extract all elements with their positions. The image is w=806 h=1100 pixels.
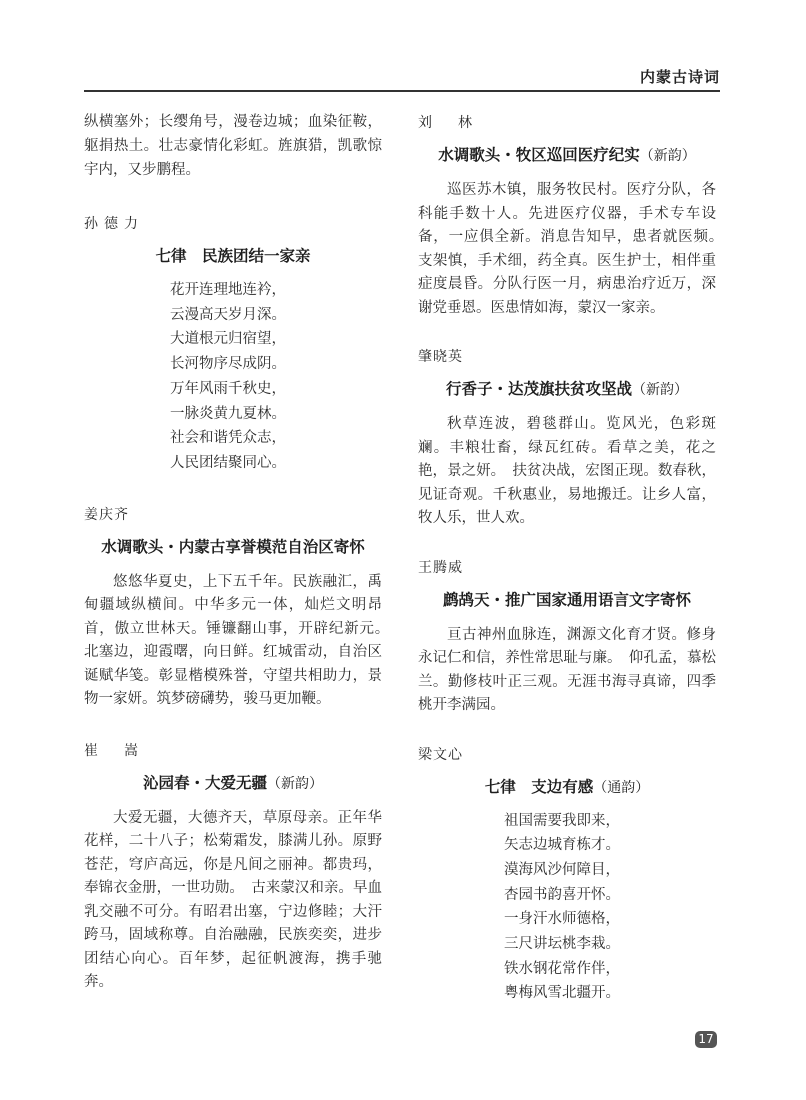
verse-line: 一身汗水师德格， bbox=[504, 911, 620, 928]
poem-verse bbox=[84, 278, 382, 476]
verse-line: 三尺讲坛桃李栽。 bbox=[504, 936, 620, 953]
poem-author: 肇晓英 bbox=[418, 349, 463, 365]
poem-verse bbox=[418, 809, 716, 1007]
poem-title: 行香子・达茂旗扶贫攻坚战（新韵） bbox=[445, 380, 688, 398]
verse-line: 花开连理地连衿， bbox=[170, 282, 286, 298]
verse-line: 云漫高天岁月深。 bbox=[170, 306, 286, 323]
poem-title: 鹧鸪天・推广国家通用语言文字寄怀 bbox=[442, 590, 691, 609]
poem-title: 七律 支边有感（通韵） bbox=[484, 777, 650, 796]
rhyme-note: （新韵） bbox=[267, 775, 323, 792]
verse-line: 大道根元归宿望， bbox=[170, 331, 286, 348]
right-column bbox=[418, 110, 731, 1006]
verse-line: 粤梅风雪北疆开。 bbox=[504, 985, 620, 1002]
poem-author: 崔 嵩 bbox=[84, 742, 144, 759]
verse-line: 人民团结聚同心。 bbox=[170, 454, 286, 471]
verse-line: 社会和谐凭众志， bbox=[170, 430, 286, 447]
page-number-badge: 17 bbox=[695, 1031, 717, 1048]
verse-line: 杏园书韵喜开怀。 bbox=[504, 886, 620, 903]
poem-author: 孙德力 bbox=[84, 216, 144, 232]
continued-text: 纵横塞外；长缨角号，漫卷边城；血染征鞍，躯捐热土。壮志豪情化彩虹。旌旗猎，凯歌惊宇内，又步鹏程。 bbox=[84, 114, 382, 178]
verse-line: 矢志边城育栋才。 bbox=[504, 837, 620, 854]
poem-title: 水调歌头・内蒙古享誉模范自治区寄怀 bbox=[101, 537, 365, 556]
left-column bbox=[84, 110, 397, 995]
poem-body: 巡医苏木镇，服务牧民村。医疗分队，各科能手数十人。先进医疗仪器，手术专车设备，一应俱全新。消息告知早，患者就医频。 支架慎，手术细，药全真。医生护士，相伴重症度晨昏。分队行医一月，病患治疗近万，深谢党垂恩。医患情如海，蒙汉一家亲。 bbox=[418, 182, 731, 316]
journal-title: 内蒙古诗词 bbox=[639, 68, 720, 86]
poem-author: 姜庆齐 bbox=[84, 506, 129, 523]
verse-line: 一脉炎黄九夏林。 bbox=[170, 405, 286, 422]
verse-line: 长河物序尽成阴。 bbox=[170, 356, 286, 373]
verse-line: 漠海风沙何障目， bbox=[504, 861, 620, 878]
poem-title: 沁园春・大爱无疆（新韵） bbox=[142, 773, 323, 792]
poem-body: 悠悠华夏史，上下五千年。民族融汇，禹甸疆域纵横间。中华多元一体，灿烂文明昂首，傲立世林天。锤镰翻山事，开辟纪新元。 北塞边，迎霞曙，向日鲜。红城雷动，自治区诞赋华笺。彰显楷模殊誉，守望共相助力，景物一家妍。筑梦磅礴势，骏马更加鞭。 bbox=[84, 573, 397, 708]
poem-title: 水调歌头・牧区巡回医疗纪实（新韵） bbox=[438, 146, 696, 164]
header-rule bbox=[84, 90, 720, 92]
poem-body: 大爱无疆，大德齐天，草原母亲。正年华花样，二十八子；松菊霜发，膝满儿孙。原野苍茫，穹庐高远，你是凡间之丽神。都贵玛，奉锦衣金册，一世功勋。 古来蒙汉和亲。早血乳交融不可分。有昭君出塞，宁边修睦；大汗跨马，固域称尊。自治融融，民族奕奕，进步团结心向心。百年梦，起征帆渡海，携手驰奔。 bbox=[84, 809, 382, 991]
poem-body: 秋草连波，碧毯群山。览风光，色彩斑斓。丰粮壮畜，绿瓦红砖。看草之美，花之艳，景之妍。 扶贫决战，宏图正现。数春秋，见证奇观。千秋惠业，易地搬迁。让乡人富，牧人乐，世人欢。 bbox=[418, 416, 716, 526]
verse-line: 万年风雨千秋史， bbox=[170, 380, 286, 397]
rhyme-note: （新韵） bbox=[639, 148, 696, 164]
poem-author: 刘 林 bbox=[418, 115, 478, 131]
rhyme-note: （通韵） bbox=[593, 779, 650, 796]
verse-line: 铁水钢花常作伴， bbox=[504, 960, 620, 977]
poem-author: 梁文心 bbox=[418, 746, 463, 763]
poem-title: 七律 民族团结一家亲 bbox=[155, 247, 311, 265]
verse-line: 祖国需要我即来， bbox=[504, 812, 620, 829]
rhyme-note: （新韵） bbox=[632, 382, 688, 398]
poem-body: 亘古神州血脉连，渊源文化育才贤。修身永记仁和信，养性常思耻与廉。 仰孔孟，慕松兰。勤修枝叶正三观。无涯书海寻真谛，四季桃开李满园。 bbox=[418, 626, 716, 713]
page-header bbox=[0, 0, 806, 96]
poem-author: 王腾威 bbox=[418, 559, 463, 576]
